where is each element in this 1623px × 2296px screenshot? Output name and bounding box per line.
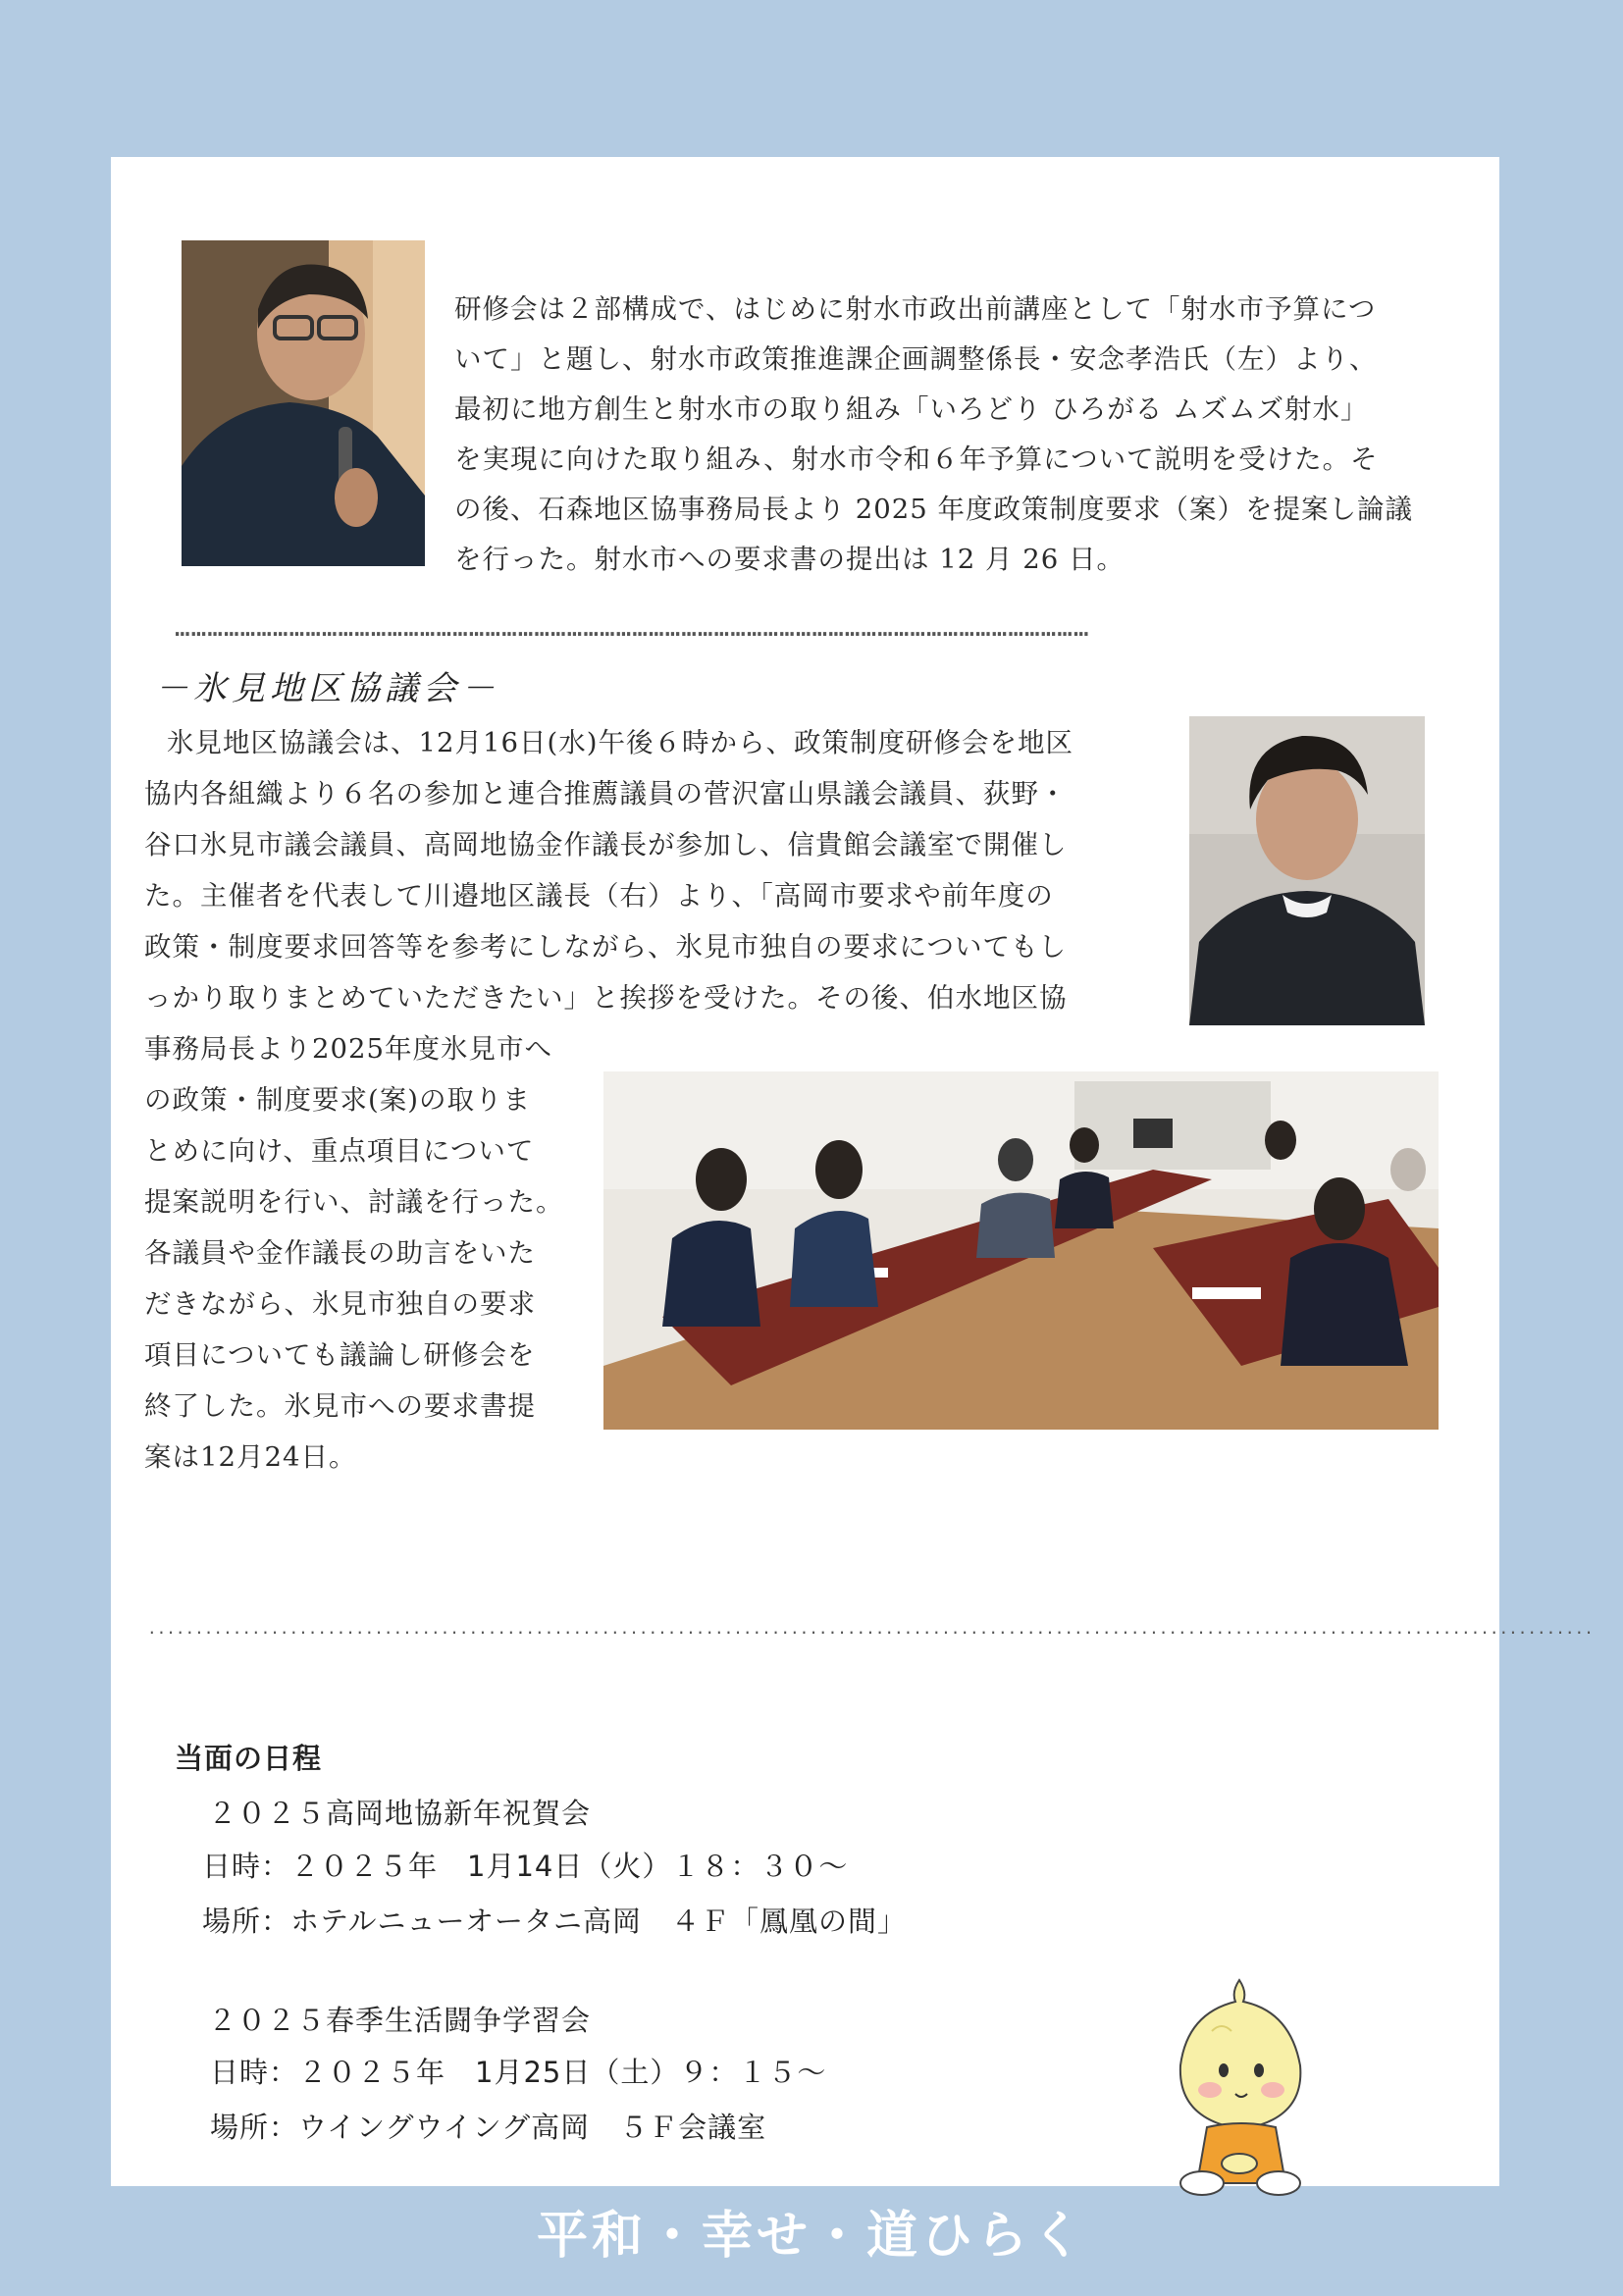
dotted-divider-2: ......................................................................................................................................................... xyxy=(147,1619,1594,1638)
section2-wide-line-4: た。主催者を代表して川邉地区議長（右）より、「高岡市要求や前年度の xyxy=(144,880,1054,912)
section2-narrow-line-5: 各議員や金作議長の助言をいた xyxy=(144,1237,536,1269)
event-1-datetime: 日時：２０２５年 1月14日（火）１８：３０～ xyxy=(202,1850,849,1883)
section2-wide-line-3: 谷口氷見市議会議員、高岡地協金作議長が参加し、信貴館会議室で開催し xyxy=(144,829,1068,861)
section2-narrow-line-2: の政策・制度要求(案)の取りま xyxy=(144,1084,531,1116)
event-1-name: ２０２５高岡地協新年祝賀会 xyxy=(208,1797,592,1830)
section2-narrow-line-3: とめに向け、重点項目について xyxy=(144,1135,535,1167)
speaker-photo xyxy=(182,240,425,566)
section2-wide-line-5: 政策・制度要求回答等を参考にしながら、氷見市独自の要求についてもし xyxy=(144,931,1067,963)
schedule-title: 当面の日程 xyxy=(175,1742,323,1775)
section2-wide-line-6: っかり取りまとめていただきたい」と挨拶を受けた。その後、伯水地区協 xyxy=(144,982,1068,1014)
section2-wide-line-1: 氷見地区協議会は、12月16日(水)午後６時から、政策制度研修会を地区 xyxy=(167,727,1073,758)
event-2-datetime: 日時：２０２５年 1月25日（土）９：１５～ xyxy=(210,2056,827,2089)
event-1-place: 場所：ホテルニューオータニ高岡 ４Ｆ「鳳凰の間」 xyxy=(202,1905,907,1938)
chairman-photo xyxy=(1189,716,1425,1025)
meeting-photo xyxy=(603,1071,1439,1430)
section1-line-2: いて」と題し、射水市政策推進課企画調整係長・安念孝浩氏（左）より、 xyxy=(454,343,1378,375)
dotted-divider-1: …………………………………………………………………………………………………………………………………………………… xyxy=(175,613,1090,643)
section2-narrow-line-1: 事務局長より2025年度氷見市へ xyxy=(144,1033,552,1065)
section2-narrow-line-8: 終了した。氷見市への要求書提 xyxy=(144,1390,536,1422)
section1-line-1: 研修会は２部構成で、はじめに射水市政出前講座として「射水市予算につ xyxy=(454,293,1377,325)
event-2-place: 場所：ウイングウイング高岡 ５Ｆ会議室 xyxy=(210,2111,767,2144)
section1-line-4: を実現に向けた取り組み、射水市令和６年予算について説明を受けた。そ xyxy=(454,444,1379,475)
section2-narrow-line-6: だきながら、氷見市独自の要求 xyxy=(144,1288,536,1320)
footer-slogan: 平和・幸せ・道ひらく xyxy=(536,2207,1086,2266)
mascot-illustration xyxy=(1153,1972,1325,2203)
section1-line-5: の後、石森地区協事務局長より 2025 年度政策制度要求（案）を提案し論議 xyxy=(454,494,1413,525)
section1-line-3: 最初に地方創生と射水市の取り組み「いろどり ひろがる ムズムズ射水」 xyxy=(454,393,1369,425)
section2-wide-line-2: 協内各組織より６名の参加と連合推薦議員の菅沢富山県議会議員、荻野・ xyxy=(144,778,1068,809)
section2-heading: －氷見地区協議会－ xyxy=(155,669,499,708)
event-2-name: ２０２５春季生活闘争学習会 xyxy=(208,2004,592,2037)
section2-narrow-line-9: 案は12月24日。 xyxy=(144,1441,357,1473)
section1-line-6: を行った。射水市への要求書の提出は 12 月 26 日。 xyxy=(454,544,1125,575)
section2-narrow-line-7: 項目についても議論し研修会を xyxy=(144,1339,536,1371)
section2-narrow-line-4: 提案説明を行い、討議を行った。 xyxy=(144,1186,564,1218)
